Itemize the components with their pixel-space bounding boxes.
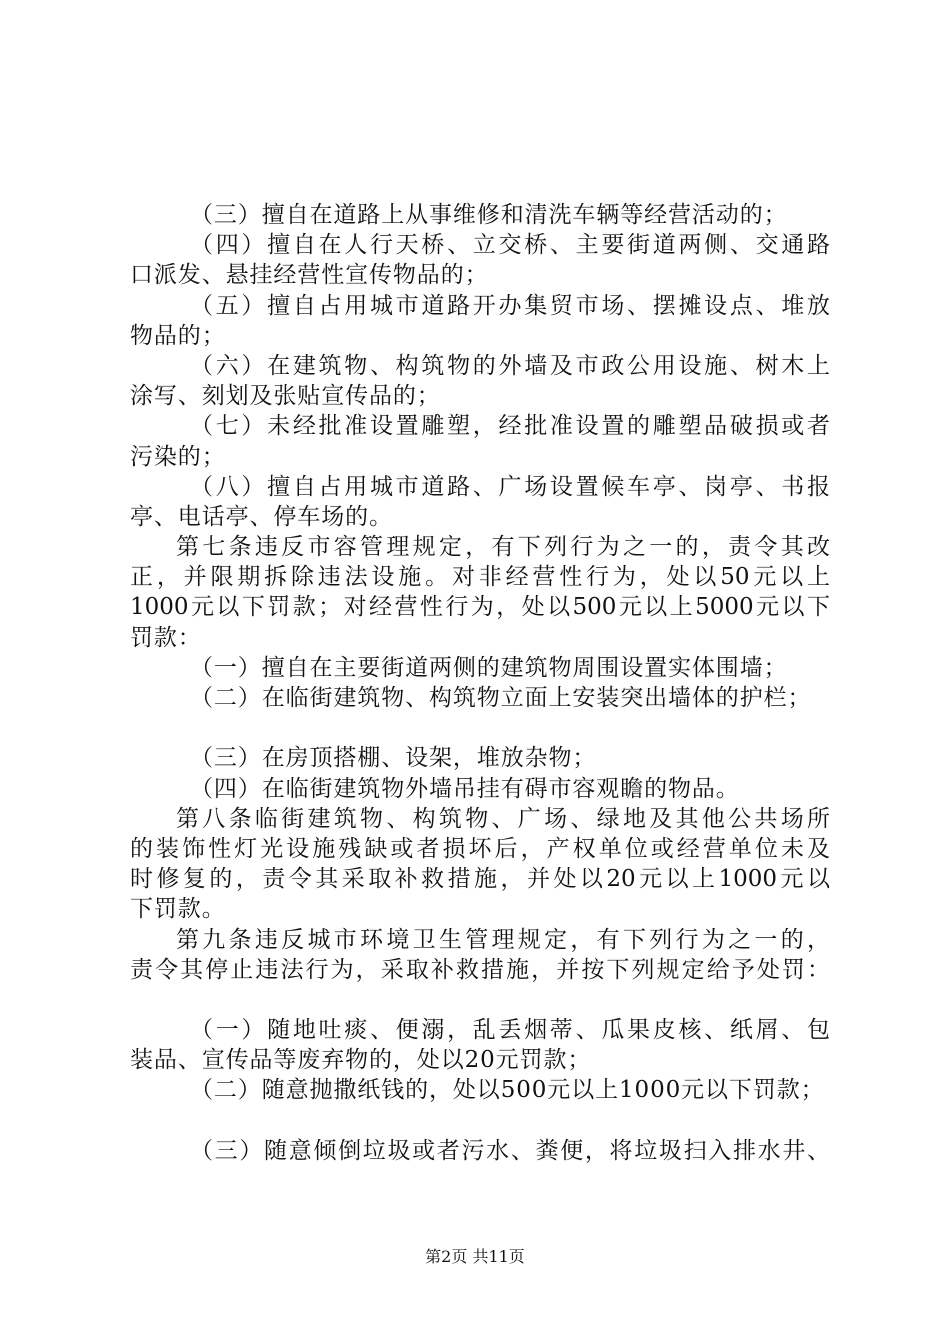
text-line: （三）擅自在道路上从事维修和清洗车辆等经营活动的； (190, 202, 788, 228)
text-line: 责令其停止违法行为，采取补救措施，并按下列规定给予处罚： (130, 956, 830, 983)
text-line: （三）随意倾倒垃圾或者污水、粪便，将垃圾扫入排水井、 (190, 1137, 830, 1164)
text-line: 涂写、刻划及张贴宣传品的； (130, 383, 441, 410)
text-line: 物品的； (130, 322, 226, 349)
text-line: 第七条违反市容管理规定，有下列行为之一的，责令其改 (176, 534, 830, 561)
text-line: （二）在临街建筑物、构筑物立面上安装突出墙体的护栏； (190, 685, 812, 711)
text-line: （八）擅自占用城市道路、广场设置候车亭、岗亭、书报 (190, 473, 830, 500)
document-body (130, 200, 830, 1166)
text-line: 第九条违反城市环境卫生管理规定，有下列行为之一的， (176, 926, 830, 953)
text-line: 正，并限期拆除违法设施。对非经营性行为，处以50元以上 (130, 564, 830, 591)
blank-line (130, 1106, 830, 1136)
text-line: 第八条临街建筑物、构筑物、广场、绿地及其他公共场所 (176, 805, 830, 832)
text-line: （二）随意抛撒纸钱的，处以500元以上1000元以下罚款； (190, 1077, 825, 1104)
text-line: （四）在临街建筑物外墙吊挂有碍市容观瞻的物品。 (190, 775, 740, 802)
text-line: （三）在房顶搭棚、设架，堆放杂物； (190, 745, 597, 772)
text-line: （五）擅自占用城市道路开办集贸市场、摆摊设点、堆放 (190, 292, 830, 319)
text-line: 亭、电话亭、停车场的。 (130, 503, 393, 530)
text-line: 口派发、悬挂经营性宣传物品的； (130, 262, 489, 289)
text-line: 罚款： (130, 624, 202, 651)
text-line: （一）随地吐痰、便溺，乱丢烟蒂、瓜果皮核、纸屑、包 (190, 1017, 830, 1044)
text-line: 的装饰性灯光设施残缺或者损坏后，产权单位或经营单位未及 (130, 835, 830, 862)
text-line: 装品、宣传品等废弃物的，处以20元罚款； (130, 1047, 592, 1074)
text-line: （四）擅自在人行天桥、立交桥、主要街道两侧、交通路 (190, 232, 830, 259)
text-line: （七）未经批准设置雕塑，经批准设置的雕塑品破损或者 (190, 413, 830, 440)
text-line: 时修复的，责令其采取补救措施，并处以20元以上1000元以 (130, 866, 830, 893)
text-line: 下罚款。 (130, 896, 226, 923)
blank-line (130, 985, 830, 1015)
text-line: 污染的； (130, 443, 226, 470)
text-line: 1000元以下罚款；对经营性行为，处以500元以上5000元以下 (130, 594, 830, 621)
text-line: （一）擅自在主要街道两侧的建筑物周围设置实体围墙； (190, 654, 788, 681)
text-line: （六）在建筑物、构筑物的外墙及市政公用设施、树木上 (190, 352, 830, 379)
page-footer: 第2页 共11页 (425, 1247, 525, 1266)
blank-line (130, 713, 830, 743)
